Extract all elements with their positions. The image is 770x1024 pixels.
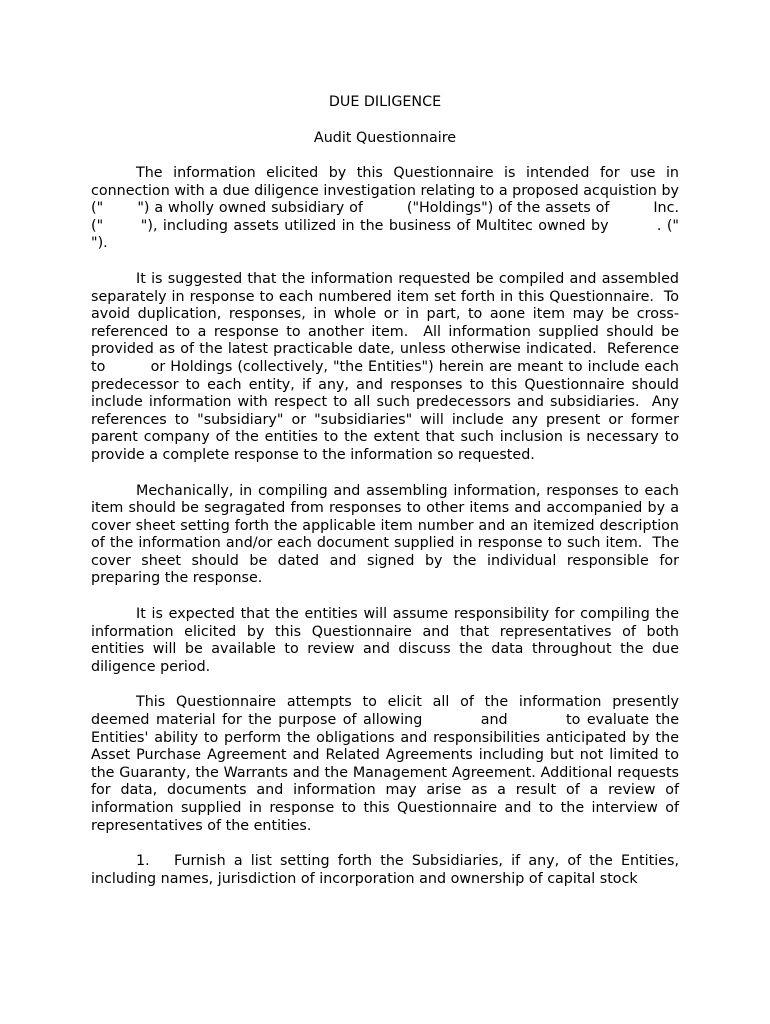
paragraph-responsibility: It is expected that the entities will assume responsibility for compiling the information elicited by this Questionnaire and that representatives of both entities will be available to review and discuss the data throughout the due diligence period.	[91, 606, 684, 675]
paragraph-mechanics: Mechanically, in compiling and assembling information, responses to each item should be segragated from responses to other items and accompanied by a cover sheet setting forth the applicable item number and an itemized description of the information and/or each document supplied in response to such item. The cover sheet should be dated and signed by the individual responsible for preparing the response.	[91, 482, 684, 587]
item-1-number: 1.	[136, 853, 150, 870]
paragraph-instructions: It is suggested that the information requested be compiled and assembled separately in response to each numbered item set forth in this Questionnaire. To avoid duplication, responses, in whole or in part, to aone item may be cross-referenced to a response to another item. All information supplied should be provided as of the latest practicable date, unless otherwise indicated. Reference to or Holdings (collectively, "the Entities") herein are meant to include each predecessor to each entity, if any, and responses to this Questionnaire should include information with respect to all such predecessors and subsidiaries. Any references to "subsidiary" or "subsidiaries" will include any present or former parent company of the entities to the extent that such inclusion is necessary to provide a complete response to the information so requested.	[91, 270, 684, 463]
paragraph-purpose: This Questionnaire attempts to elicit all of the information presently deemed material for the purpose of allowing and to evaluate the Entities' ability to perform the obligations and responsibilities anticipated by the Asset Purchase Agreement and Related Agreements including but not limited to the Guaranty, the Warrants and the Management Agreement. Additional requests for data, documents and information may arise as a result of a review of information supplied in response to this Questionnaire and to the interview of representatives of the entities.	[91, 694, 684, 834]
item-1-text: Furnish a list setting forth the Subsidiaries, if any, of the Entities, including names, jurisdiction of incorporation and ownership of capital stock	[91, 853, 679, 887]
paragraph-intro: The information elicited by this Questionnaire is intended for use in connection with a due diligence investigation relating to a proposed acquistion by (" ") a wholly owned subsidiary of ("Holdings") of the assets of Inc. (" "), including assets utilized in the business of Multitec owned by . (" ").	[91, 165, 720, 252]
item-1	[91, 853, 679, 888]
document-title: DUE DILIGENCE	[328, 94, 442, 110]
document-page	[91, 93, 720, 888]
document-subtitle: Audit Questionnaire	[313, 130, 457, 146]
